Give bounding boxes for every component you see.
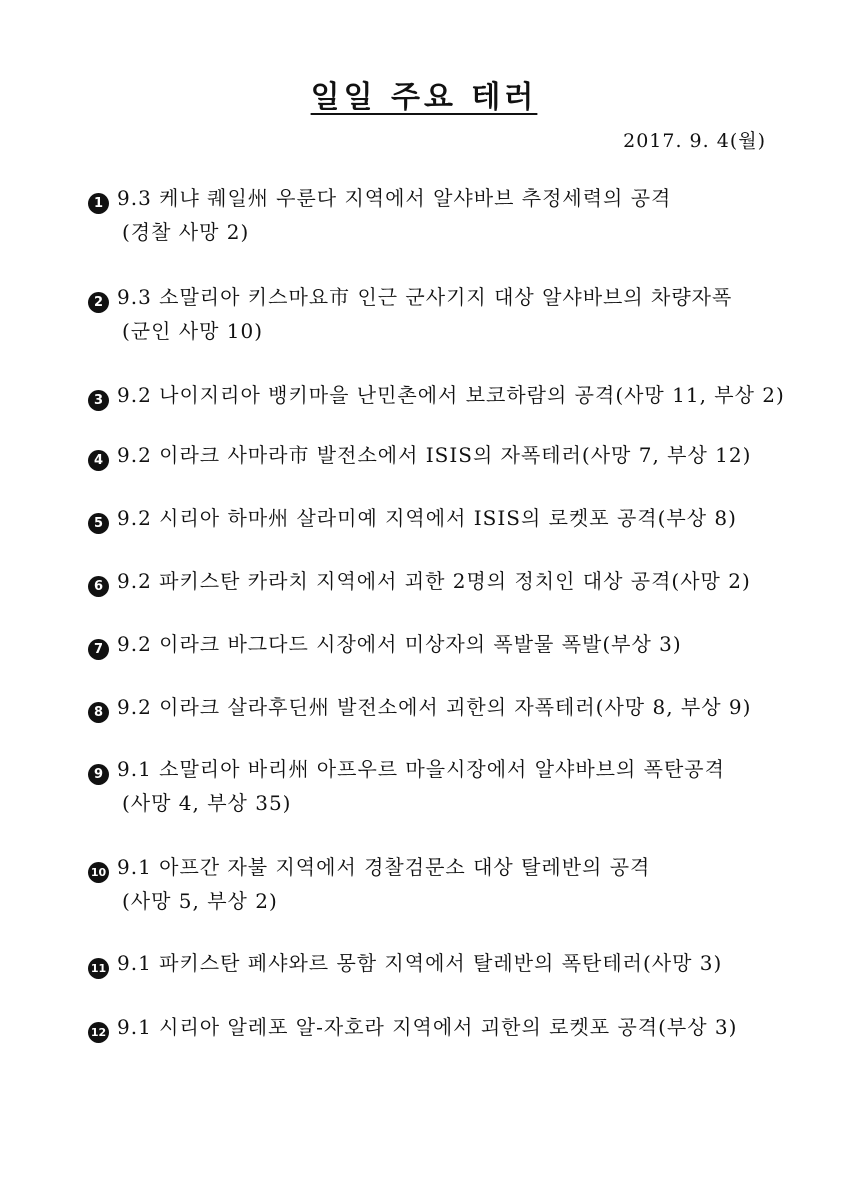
item-number-badge: 10 — [88, 862, 109, 883]
list-item — [88, 850, 788, 918]
list-item — [88, 501, 788, 535]
item-number-badge: 2 — [88, 292, 109, 313]
item-number-badge: 6 — [88, 576, 109, 597]
item-text: 9.1 파키스탄 페샤와르 몽함 지역에서 탈레반의 폭탄테러(사망 3) — [117, 951, 723, 975]
item-text: 9.2 이라크 바그다드 시장에서 미상자의 폭발물 폭발(부상 3) — [117, 632, 682, 656]
list-item — [88, 280, 788, 348]
list-item — [88, 752, 788, 820]
item-continuation: (경찰 사망 2) — [122, 220, 250, 244]
list-item — [88, 1010, 788, 1044]
item-number-badge: 3 — [88, 390, 109, 411]
list-item — [88, 181, 788, 249]
item-text: 9.2 나이지리아 뱅키마을 난민촌에서 보코하람의 공격(사망 11, 부상 2) — [117, 383, 785, 407]
item-number-badge: 7 — [88, 639, 109, 660]
item-text: 9.3 소말리아 키스마요市 인근 군사기지 대상 알샤바브의 차량자폭 — [117, 285, 733, 309]
report-date: 2017. 9. 4(월) — [623, 130, 766, 152]
item-text: 9.2 이라크 살라후딘州 발전소에서 괴한의 자폭테러(사망 8, 부상 9) — [117, 695, 752, 719]
item-number-badge: 11 — [88, 958, 109, 979]
item-number-badge: 8 — [88, 702, 109, 723]
item-number-badge: 12 — [88, 1022, 109, 1043]
list-item — [88, 438, 788, 472]
page-title: 일일 주요 테러 — [310, 80, 538, 115]
item-continuation: (사망 4, 부상 35) — [122, 791, 292, 815]
item-text: 9.1 소말리아 바리州 아프우르 마을시장에서 알샤바브의 폭탄공격 — [117, 757, 725, 781]
list-item — [88, 564, 788, 598]
list-item — [88, 690, 788, 724]
item-text: 9.2 시리아 하마州 살라미예 지역에서 ISIS의 로켓포 공격(부상 8) — [117, 506, 737, 530]
item-number-badge: 5 — [88, 513, 109, 534]
item-number-badge: 4 — [88, 450, 109, 471]
item-text: 9.2 이라크 사마라市 발전소에서 ISIS의 자폭테러(사망 7, 부상 12) — [117, 443, 752, 467]
item-continuation: (군인 사망 10) — [122, 319, 264, 343]
item-text: 9.1 아프간 자불 지역에서 경찰검문소 대상 탈레반의 공격 — [117, 855, 651, 879]
list-item — [88, 946, 788, 980]
item-text: 9.2 파키스탄 카라치 지역에서 괴한 2명의 정치인 대상 공격(사망 2) — [117, 569, 751, 593]
item-number-badge: 1 — [88, 193, 109, 214]
list-item — [88, 378, 788, 412]
item-number-badge: 9 — [88, 764, 109, 785]
item-continuation: (사망 5, 부상 2) — [122, 889, 278, 913]
item-text: 9.3 케냐 퀘일州 우룬다 지역에서 알샤바브 추정세력의 공격 — [117, 186, 672, 210]
item-text: 9.1 시리아 알레포 알-자호라 지역에서 괴한의 로켓포 공격(부상 3) — [117, 1015, 738, 1039]
list-item — [88, 627, 788, 661]
